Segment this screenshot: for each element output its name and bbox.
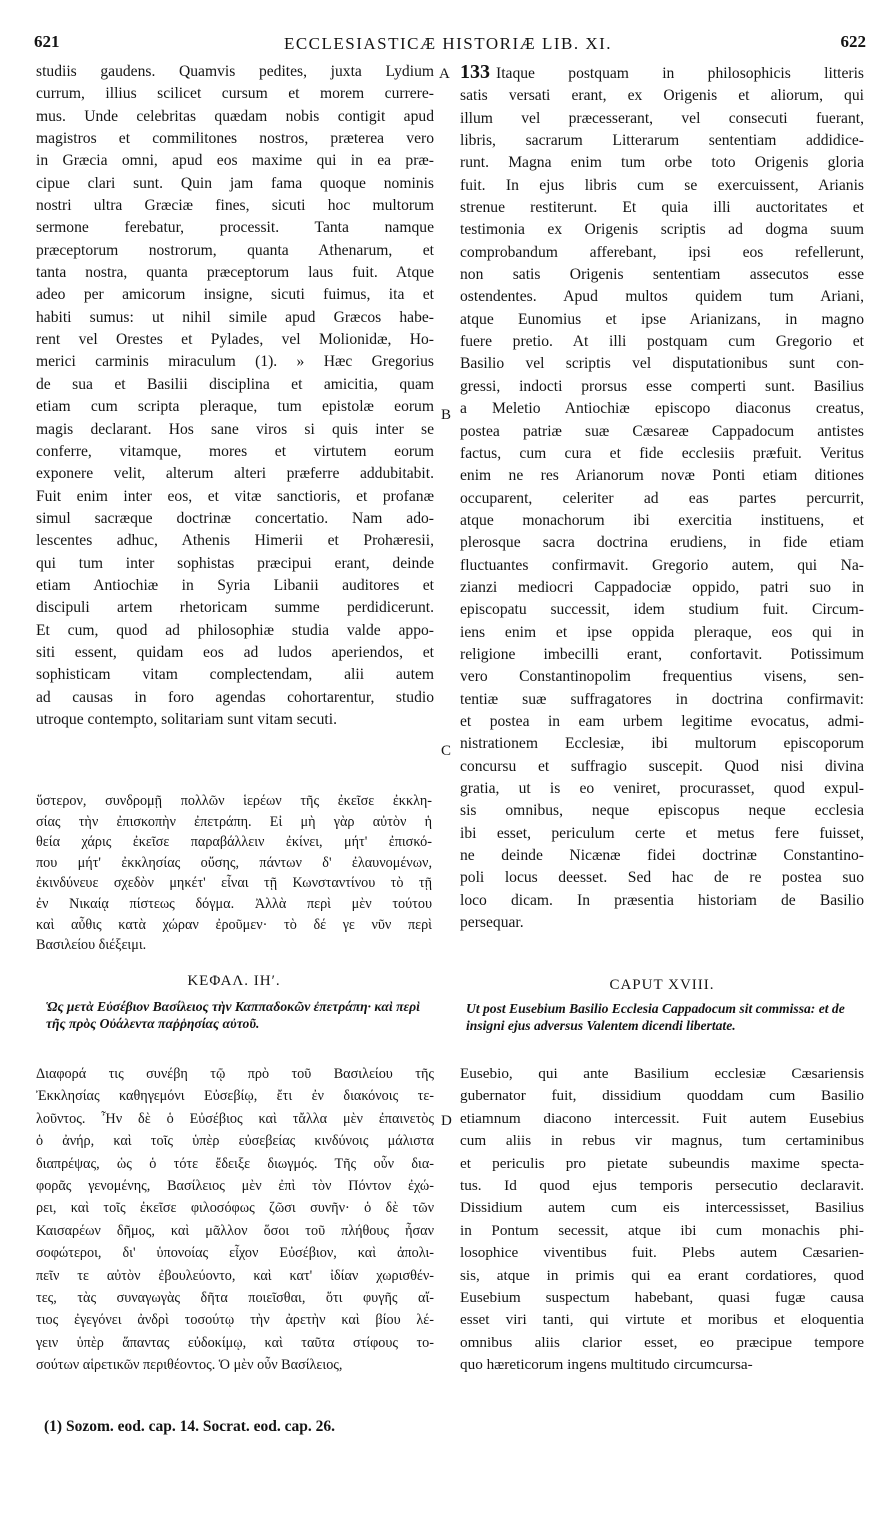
paragraph-line: occuparent, celeriter ad eas partes percurrit, (460, 489, 864, 507)
paragraph-line: διαπρέψας, ὡς ὁ τότε ἔδειξε διωγμός. Τῆς οὖν δια- (36, 1155, 434, 1172)
paragraph-line: conferre, vitamque, mores et virtutem eorum (36, 442, 434, 460)
paragraph-line: etiamnum diacono intercessit. Fuit autem Eusebius (460, 1109, 864, 1127)
paragraph-line: που μήτ' ἐκκλησίας οὔσης, πάντων δ' ἐλαυνομένων, (36, 854, 432, 871)
paragraph-line: et periculis pro pietate subeundis maxime specta- (460, 1154, 864, 1172)
paragraph-line: Διαφορά τις συνέβη τῷ πρὸ τοῦ Βασιλείου τῆς (36, 1066, 434, 1082)
paragraph-line: lescentes adhuc, Athenis Himerii et Prohæresii, (36, 532, 434, 550)
margin-letter-c: C (441, 743, 452, 759)
chapter-heading-greek: ΚΕΦΑΛ. ΙΗʹ. (187, 973, 281, 989)
paragraph-line: sermone ferebatur, processit. Tanta namque (36, 219, 434, 237)
paragraph-line: σοφώτεροι, δι' ὑπονοίας εἶχον Εὐσέβιον, καὶ ἀπολι- (36, 1245, 434, 1262)
paragraph-line: ἐν Νικαίᾳ πίστεως δόγμα. Ἀλλὰ περὶ μὲν τούτου (36, 895, 432, 912)
paragraph-line: sophisticam vitam complectendam, alii autem (36, 666, 434, 684)
paragraph-line: utroque contempto, solitariam sunt vitam secuti. (36, 710, 337, 728)
paragraph-line: Ἐκκλησίας καθηγεμόνι Εὐσεβίῳ, ἔτι ἐν διακόνοις τε- (36, 1088, 434, 1105)
margin-letter-d: D (441, 1113, 452, 1129)
paragraph-line: loco dicam. In præsentia historiam de Basilio (460, 891, 864, 909)
page-number-right: 622 (840, 32, 866, 51)
latin-left-column (36, 61, 434, 731)
paragraph-line: cum aliis in rebus vir magnus, tum certaminibus (460, 1132, 864, 1150)
paragraph-line: iens enim et ipse oppida pleraque, eos qui in (460, 623, 864, 641)
paragraph-line: τιος ἐγεγόνει ἀνδρὶ τοσούτῳ τὴν ἀρετὴν καὶ βίου λέ- (36, 1312, 434, 1329)
paragraph-line: mus. Unde celebritas quædam nobis contigit apud (36, 107, 434, 125)
paragraph-line: libris, sacrarum Litterarum sententiam addidice- (460, 132, 864, 150)
paragraph-line: non satis Origenis sententiam assecutos esse (460, 266, 864, 284)
paragraph-line: gratia, ut is eo veniret, procurasset, quod expul- (460, 780, 864, 797)
paragraph-line: φορᾶς γενομένης, Βασίλειος μὲν ἐπὶ τὸν Πόντον ἐχώ- (36, 1178, 434, 1195)
latin-right-text (460, 85, 864, 934)
paragraph-line: ad causas in foro agendas cohortarentur, studio (36, 688, 434, 706)
paragraph-line: poli locus deesset. Sed hac de re postea suo (460, 869, 864, 887)
paragraph-line: gressi, indocti prorsus esse comperti sunt. Basilius (460, 377, 864, 395)
paragraph-line: tanta nostra, quanta præceptorum laus fuit. Atque (36, 264, 434, 282)
paragraph-line: ὕστερον, συνδρομῇ πολλῶν ἱερέων τῆς ἐκεῖσε ἐκκλη- (36, 793, 432, 809)
paragraph-line: testimonia ex Origenis scriptis ad dogma suum (460, 221, 864, 239)
paragraph-line: fluctuantes confirmavit. Gregorio autem, qui Na- (460, 556, 864, 574)
paragraph-line: σίας τὴν ἐπισκοπὴν ἐπετράπη. Εἰ μὴ γὰρ αὐτὸν ἡ (36, 813, 432, 830)
paragraph-line: factus, cum cura et fide ecclesiis præfuit. Veritus (460, 444, 864, 462)
paragraph-line: cipue clari sunt. Quin jam fama quoque nominis (36, 174, 434, 192)
footnote: (1) Sozom. eod. cap. 14. Socrat. eod. cap. 26. (44, 1418, 336, 1435)
greek-body-column (36, 1063, 434, 1377)
margin-letter-a: A (439, 66, 450, 82)
paragraph-line: atque monachorum ibi exercitia instituens, et (460, 511, 864, 529)
paragraph-line: πεῖν τε αὐτὸν ἐβουλεύοντο, καὶ κατ' ἰδίαν χωρισθέν- (36, 1267, 434, 1284)
paragraph-line: siti essent, quidam eos ad ludos aperiendos, et (36, 643, 434, 661)
paragraph-line: Dissidium autem cum eis intercessisset, Basilius (460, 1199, 864, 1217)
paragraph-line: religione imbecilli erant, confortavit. Potissimum (460, 645, 864, 663)
paragraph-line: Fuit enim inter eos, et vitæ sanctioris, et profanæ (36, 487, 434, 505)
paragraph-line: persequar. (460, 914, 524, 932)
paragraph-line: gubernator fuit, dissidium quoddam cum Basilio (460, 1087, 864, 1105)
paragraph-line: postea patriæ suæ Cæsareæ Cappadocum antistes (460, 422, 864, 440)
paragraph-line: atque Eunomius et ipse Arianizans, in magno (460, 310, 864, 328)
paragraph-line: Eusebio, qui ante Basilium ecclesiæ Cæsariensis (460, 1065, 864, 1082)
page-number-left: 621 (34, 32, 60, 51)
paragraph-line: sis omnibus, neque episcopus neque ecclesia (460, 802, 864, 820)
chapter-summary-greek: Ὡς μετὰ Εὐσέβιον Βασίλειος τὴν Καππαδοκῶν ἐπετράπη· καὶ περὶ τῆς πρὸς Οὐάλεντα παῤῥησίας αὐτοῦ. (46, 999, 420, 1031)
latin-bottom-column (460, 1063, 864, 1377)
paragraph-line: currum, illius scilicet cursum et morem currere- (36, 85, 434, 103)
paragraph-line: θεία χάρις ἐκεῖσε παραβάλλειν ἐκίνει, μήτ' ἐπισκό- (36, 834, 432, 851)
paragraph-line: simul sacræque doctrinæ concertatio. Nam ado- (36, 509, 434, 527)
paragraph-line: a Meletio Antiochiæ episcopo diaconus creatus, (460, 400, 864, 418)
paragraph-line: rent vel Orestes et Pylades, vel Molionidæ, Ho- (36, 331, 434, 349)
paragraph-line: magistros et commilitones nostros, præterea vero (36, 130, 434, 148)
running-title: ECCLESIASTICÆ HISTORIÆ LIB. XI. (283, 34, 613, 53)
section-first-line: Itaque postquam in philosophicis litteris (496, 65, 864, 82)
paragraph-line: quo hæreticorum ingens multitudo circumcursa- (460, 1356, 753, 1374)
paragraph-line: magis declarant. Hos sane viros si quis inter se (36, 420, 434, 438)
paragraph-line: γειν ὑπὲρ ἅπαντας εὐδοκίμῳ, καὶ ταῦτα στίφους το- (36, 1334, 434, 1351)
paragraph-line: ostendentes. Apud multos quidem tum Ariani, (460, 288, 864, 306)
paragraph-line: losophice viventibus fuit. Plebs autem Cæsarien- (460, 1244, 864, 1262)
paragraph-line: ρει, καὶ τοῖς ἐκεῖσε φιλοσόφως ζῶσι συνῆν· ὁ δὲ τῶν (36, 1200, 434, 1217)
paragraph-line: Basilio vel scriptis vel disputationibus sunt con- (460, 355, 864, 373)
paragraph-line: in Pontum secessit, atque ibi cum monachis phi- (460, 1221, 864, 1239)
paragraph-line: ἐκινδύνευε σχεδὸν μηκέτ' εἶναι τῇ Κωνσταντίνου τὸ τῇ (36, 875, 432, 892)
paragraph-line: nostri ultra Græciæ fines, sicuti hoc multorum (36, 197, 434, 215)
paragraph-line: episcopatu successit, idem studium fuit. Circum- (460, 601, 864, 619)
paragraph-line: ibi esset, periculum certe et metus fere fuisset, (460, 824, 864, 842)
paragraph-line: comprobandum afferebant, ipsi eos refellerunt, (460, 243, 864, 261)
chapter-heading-latin: CAPUT XVIII. (609, 977, 715, 993)
paragraph-line: habiti sumus: ut nihil simile apud Græcos habe- (36, 308, 434, 326)
paragraph-line: tentiæ suæ suffragatores in doctrina confirmavit: (460, 690, 864, 708)
paragraph-line: etiam cum scripta pleraque, tum epistolæ eorum (36, 398, 434, 416)
paragraph-line: fuit. In ejus libris cum se exercuissent, Arianis (460, 176, 864, 194)
paragraph-line: in Græcia omni, apud eos maxime qui in ea præ- (36, 152, 434, 170)
paragraph-line: omnibus aliis clarior esset, eo præcipue tempore (460, 1333, 864, 1351)
paragraph-line: etiam Antiochiæ in Syria Libanii auditores et (36, 576, 434, 594)
paragraph-line: runt. Magna enim tum orbe toto Origenis gloria (460, 154, 864, 172)
paragraph-line: merici carminis miraculum (1). » Hæc Gregorius (36, 353, 434, 371)
margin-letter-b: B (441, 407, 452, 423)
paragraph-line: satis versati erant, ex Origenis et aliorum, qui (460, 87, 864, 105)
paragraph-line: discipuli artem rhetoricam summe perdidicerunt. (36, 599, 434, 617)
paragraph-line: Et cum, quod ad philosophiæ studia valde appo- (36, 621, 434, 639)
paragraph-line: fuere pretio. At illi postquam cum Gregorio et (460, 333, 864, 351)
paragraph-line: adeo per amicorum insigne, sicuti fuimus, ita et (36, 286, 434, 304)
section-number: 133 (460, 61, 490, 83)
greek-top-column (36, 791, 432, 956)
paragraph-line: καὶ αὖθις κατὰ χώραν ἐροῦμεν· τὸ δέ γε νῦν περὶ (36, 916, 432, 933)
paragraph-line: illum vel præcesserant, vel consecuti fuerant, (460, 109, 864, 127)
paragraph-line (460, 61, 864, 85)
paragraph-line: esset viri tanti, qui virtute et moribus et eloquentia (460, 1311, 864, 1329)
paragraph-line: strenue restiterunt. Et quia illi auctoritates et (460, 199, 864, 217)
paragraph-line: vero Constantinopolim frequentius visens, sen- (460, 668, 864, 686)
paragraph-line: tus. Id quod ejus temporis persecutio declaravit. (460, 1177, 864, 1195)
paragraph-line: plerosque sacra doctrina erudiens, in fide etiam (460, 534, 864, 552)
paragraph-line: Καισαρέων δῆμος, καὶ μᾶλλον ὅσοι τοῦ πλήθους ἦσαν (36, 1222, 434, 1239)
paragraph-line: ne deinde Nicænæ fidei doctrinæ Constantino- (460, 847, 864, 865)
paragraph-line: qui tum inter sophistas præcipui erant, deinde (36, 554, 434, 572)
paragraph-line: et postea in eam urbem legitime evocatus, admi- (460, 712, 864, 730)
paragraph-line: τες, τὰς συναγωγὰς δῆτα ποιεῖσθαι, ὅτι φυγῆς αἴ- (36, 1290, 434, 1307)
paragraph-line: concursu et suffragio suscepit. Quod nisi divina (460, 757, 864, 775)
chapter-summary-latin: Ut post Eusebium Basilio Ecclesia Cappadocum sit commissa: et de insigni ejus adversus Valentem dicendi libertate. (466, 1001, 845, 1033)
paragraph-line: sis, atque in primis qui ea erant cordatiores, quod (460, 1266, 864, 1284)
paragraph-line: exponere velit, alterum alteri præferre addubitabit. (36, 465, 434, 483)
paragraph-line: præceptorum nostrorum, quanta Athenarum, et (36, 241, 434, 259)
paragraph-line: enim ne res Arianorum novæ Ponti etiam ditiones (460, 467, 864, 485)
paragraph-line: ὁ ἀνήρ, καὶ τοῖς ὑπὲρ εὐσεβείας κινδύνοις μάλιστα (36, 1133, 434, 1150)
paragraph-line: λοῦντος. Ἦν δὲ ὁ Εὐσέβιος καὶ τἄλλα μὲν ἐπαινετὸς (36, 1110, 434, 1127)
paragraph-line: zianzi mediocri Cappadociæ oppido, patri suo in (460, 578, 864, 596)
paragraph-line: studiis gaudens. Quamvis pedites, juxta Lydium (36, 63, 434, 80)
paragraph-line: Βασιλείου διέξειμι. (36, 937, 147, 954)
paragraph-line: nistrationem Ecclesiæ, ibi multorum episcoporum (460, 735, 864, 753)
latin-right-column (460, 61, 864, 934)
paragraph-line: σούτων αἱρετικῶν περιθέοντος. Ὁ μὲν οὖν Βασίλειος, (36, 1357, 343, 1374)
paragraph-line: Eusebium suspectum habebant, quasi fugæ causa (460, 1289, 864, 1307)
paragraph-line: de sua et Basilii disciplina et amicitia, quam (36, 375, 434, 393)
